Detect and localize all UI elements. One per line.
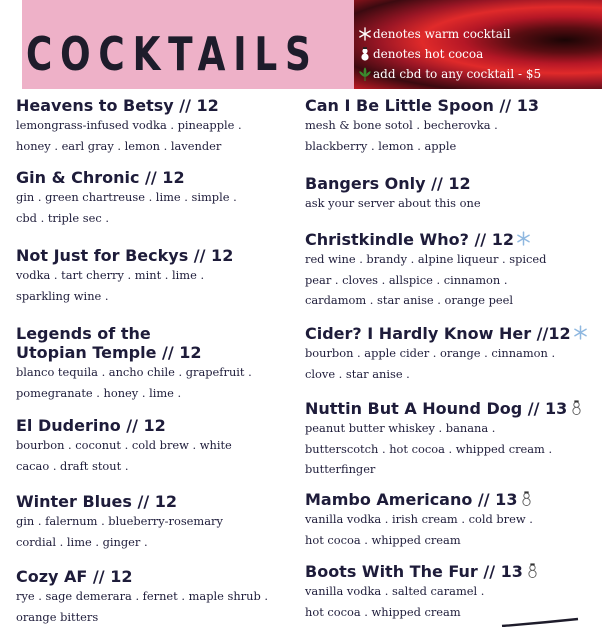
menu-header	[0, 0, 602, 89]
drink-ingredients-line: peanut butter whiskey . banana .	[305, 421, 496, 435]
drink-ingredients-line: red wine . brandy . alpine liqueur . spiced	[305, 252, 547, 266]
drink-bangers-only	[305, 174, 597, 214]
drink-ingredients-line: cardamom . star anise . orange peel	[305, 293, 514, 307]
drink-ingredients-line: vanilla vodka . salted caramel .	[305, 584, 485, 598]
drink-el-duderino	[16, 416, 300, 476]
drink-boots-with-the-fur	[305, 562, 597, 622]
drink-ingredients-line: clove . star anise .	[305, 366, 410, 381]
drink-name: Can I Be Little Spoon // 13	[305, 96, 539, 115]
drink-legends-of-the-utopian-temple	[16, 324, 300, 403]
drink-christkindle-who	[305, 230, 597, 311]
drink-ingredients-line: cbd . triple sec .	[16, 210, 109, 225]
drink-name: Bangers Only // 12	[305, 174, 471, 193]
drink-cider-i-hardly-know-her	[305, 324, 597, 384]
drink-ingredients-line: cordial . lime . ginger .	[16, 534, 148, 549]
drink-can-i-be-little-spoon	[305, 96, 597, 156]
drink-ingredients-line: bourbon . apple cider . orange . cinnamon .	[305, 346, 556, 360]
drink-name: Christkindle Who? // 12	[305, 230, 514, 249]
header-white-strip	[0, 0, 22, 89]
cannabis-leaf-icon	[358, 67, 372, 81]
drink-ingredients-line: butterscotch . hot cocoa . whipped cream .	[305, 441, 553, 456]
drink-ingredients-line: rye . sage demerara . fernet . maple shrub .	[16, 589, 268, 603]
drink-name: Heavens to Betsy // 12	[16, 96, 219, 115]
legend-row-warm	[358, 24, 541, 44]
drink-ingredients-line: gin . falernum . blueberry-rosemary	[16, 514, 223, 528]
drink-name-row	[305, 324, 597, 343]
drink-ingredients-line: orange bitters	[16, 609, 99, 624]
legend-label-cocoa: denotes hot cocoa	[373, 47, 484, 61]
icon-legend	[358, 24, 541, 84]
drink-name: El Duderino // 12	[16, 416, 166, 435]
drink-ingredients-line: ask your server about this one	[305, 196, 481, 210]
drink-name-row	[305, 490, 597, 509]
snowflake-icon	[573, 325, 588, 340]
legend-label-warm: denotes warm cocktail	[373, 27, 511, 41]
drink-mambo-americano	[305, 490, 597, 550]
drink-ingredients-line: butterfinger	[305, 462, 376, 476]
drink-ingredients-line: lemongrass-infused vodka . pineapple .	[16, 118, 242, 132]
drink-ingredients-line: vanilla vodka . irish cream . cold brew .	[305, 512, 533, 526]
drink-ingredients-line: cacao . draft stout .	[16, 458, 129, 473]
drink-nuttin-but-a-hound-dog	[305, 399, 597, 480]
drink-ingredients-line: gin . green chartreuse . lime . simple .	[16, 190, 237, 204]
drink-ingredients-line: bourbon . coconut . cold brew . white	[16, 438, 232, 452]
drink-name: Boots With The Fur // 13	[305, 562, 523, 581]
drink-name-line: Utopian Temple // 12	[16, 343, 202, 362]
snowman-icon	[569, 400, 584, 415]
drink-name-line: Legends of the	[16, 324, 151, 343]
snowflake-icon	[516, 231, 531, 246]
drink-heavens-to-betsy	[16, 96, 300, 156]
decorative-swoosh	[500, 617, 580, 627]
drink-name: Cider? I Hardly Know Her //12	[305, 324, 571, 343]
drink-ingredients-line: sparkling wine .	[16, 288, 109, 303]
legend-label-cbd: add cbd to any cocktail - $5	[373, 67, 542, 81]
drink-not-just-for-beckys	[16, 246, 300, 306]
drink-ingredients-line: honey . earl gray . lemon . lavender	[16, 138, 222, 153]
drink-name: Not Just for Beckys // 12	[16, 246, 234, 265]
drink-ingredients-line: blanco tequila . ancho chile . grapefruit .	[16, 365, 252, 379]
drink-name: Cozy AF // 12	[16, 567, 133, 586]
drink-ingredients-line: mesh & bone sotol . becherovka .	[305, 118, 498, 132]
drink-name: Nuttin But A Hound Dog // 13	[305, 399, 568, 418]
legend-row-cocoa	[358, 44, 541, 64]
drink-name-row	[305, 230, 597, 249]
snowflake-icon	[358, 27, 372, 41]
drink-name: Mambo Americano // 13	[305, 490, 518, 509]
drink-cozy-af	[16, 567, 300, 627]
drink-ingredients-line: hot cocoa . whipped cream	[305, 532, 461, 547]
drink-ingredients-line: blackberry . lemon . apple	[305, 138, 457, 153]
drink-ingredients-line: hot cocoa . whipped cream	[305, 604, 461, 619]
drink-name-row	[305, 399, 597, 418]
drink-name: Gin & Chronic // 12	[16, 168, 185, 187]
snowman-icon	[525, 563, 540, 578]
drink-name-row	[305, 562, 597, 581]
drink-ingredients-line: pear . cloves . allspice . cinnamon .	[305, 272, 508, 287]
drink-name: Winter Blues // 12	[16, 492, 178, 511]
drink-gin-and-chronic	[16, 168, 300, 228]
drink-ingredients-line: pomegranate . honey . lime .	[16, 385, 182, 400]
snowman-icon	[519, 491, 534, 506]
page-title: COCKTAILS	[26, 27, 319, 81]
snowman-icon	[358, 47, 372, 61]
drink-winter-blues	[16, 492, 300, 552]
drink-ingredients-line: vodka . tart cherry . mint . lime .	[16, 268, 205, 282]
legend-row-cbd	[358, 64, 541, 84]
